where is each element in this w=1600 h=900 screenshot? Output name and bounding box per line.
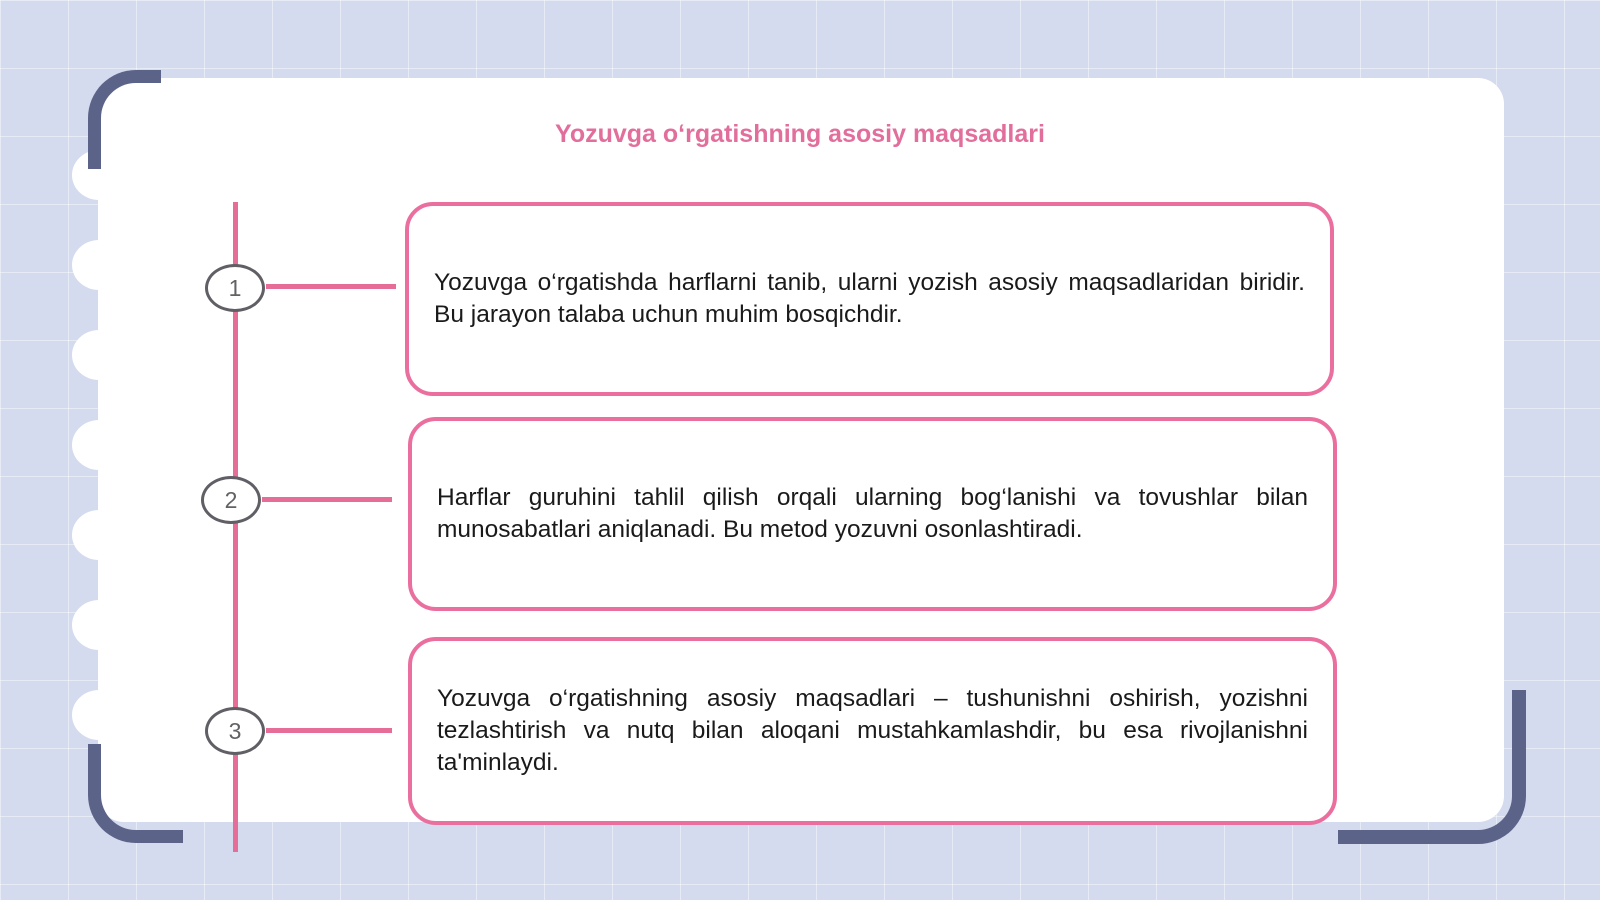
step-text-2: Harflar guruhini tahlil qilish orqali ularning bog‘lanishi va tovushlar bilan munosabatlari aniqlanadi. Bu metod yozuvni osonlashtiradi. xyxy=(437,484,1308,543)
connector-line xyxy=(262,497,392,502)
scallop-decoration xyxy=(72,510,126,560)
step-box-1 xyxy=(405,202,1334,396)
corner-bracket-top-left xyxy=(88,70,161,169)
scallop-decoration xyxy=(72,330,126,380)
step-number-3: 3 xyxy=(205,707,265,755)
scallop-decoration xyxy=(72,600,126,650)
step-box-2 xyxy=(408,417,1337,611)
connector-line xyxy=(266,284,396,289)
step-number-2: 2 xyxy=(201,476,261,524)
step-text-1: Yozuvga o‘rgatishda harflarni tanib, ularni yozish asosiy maqsadlaridan biridir. Bu jarayon talaba uchun muhim bosqichdir. xyxy=(434,269,1305,328)
step-number-1: 1 xyxy=(205,264,265,312)
step-text-3: Yozuvga o‘rgatishning asosiy maqsadlari – tushunishni oshirish, yozishni tezlashtirish va nutq bilan aloqani mustahkamlashdir, bu esa rivojlanishni ta'minlaydi. xyxy=(437,685,1308,776)
scallop-decoration xyxy=(72,420,126,470)
slide-title: Yozuvga o‘rgatishning asosiy maqsadlari xyxy=(555,120,1045,148)
step-box-3 xyxy=(408,637,1337,825)
connector-line xyxy=(266,728,392,733)
scallop-decoration xyxy=(72,690,126,740)
corner-bracket-bottom-left xyxy=(88,744,183,843)
scallop-decoration xyxy=(72,240,126,290)
corner-bracket-bottom-right xyxy=(1338,690,1526,844)
